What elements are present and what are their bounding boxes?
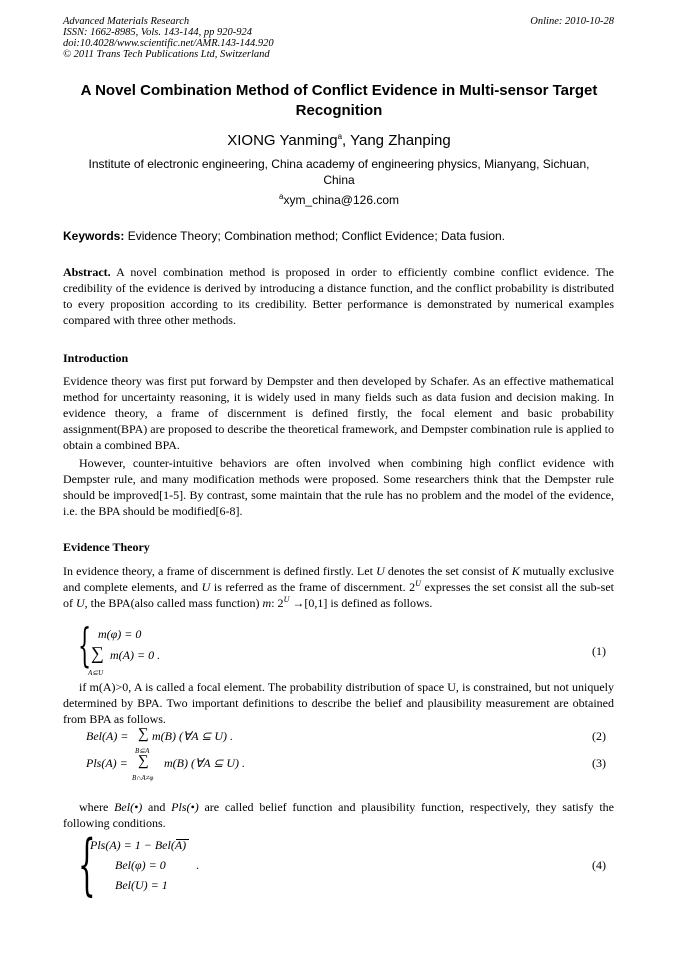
journal-name: Advanced Materials Research bbox=[63, 16, 190, 27]
equation-4-brace: { bbox=[78, 826, 96, 903]
equation-4-line-2-text: Bel(φ) = 0 bbox=[115, 858, 166, 872]
symbol-U: U bbox=[376, 564, 385, 578]
section-heading-introduction: Introduction bbox=[63, 351, 129, 365]
author-2: Yang Zhanping bbox=[350, 132, 451, 149]
equation-2-rhs bbox=[152, 729, 233, 744]
equation-1-brace: { bbox=[78, 618, 92, 672]
equation-4-line-2 bbox=[115, 858, 166, 873]
equation-2-lhs bbox=[86, 729, 128, 744]
copyright: © 2011 Trans Tech Publications Ltd, Switzerland bbox=[63, 49, 270, 60]
sum-subscript-text: B⊆A bbox=[135, 747, 150, 755]
text-run: In evidence theory, a frame of discernment is defined firstly. Let bbox=[63, 564, 377, 578]
abstract bbox=[63, 264, 614, 328]
email-address: xym_china@126.com bbox=[283, 193, 400, 207]
superscript-U: U bbox=[415, 579, 421, 588]
equation-1-line-2-text: m(A) = 0 . bbox=[110, 648, 161, 662]
online-date: Online: 2010-10-28 bbox=[530, 16, 614, 27]
section-heading-evidence-theory: Evidence Theory bbox=[63, 540, 150, 554]
equation-3-subscript bbox=[132, 769, 153, 786]
issn: ISSN: 1662-8985, Vols. 143-144, pp 920-924 bbox=[63, 27, 252, 38]
sum-subscript-text: A⊆U bbox=[88, 669, 104, 677]
text-run: are called belief function and plausibility function, respectively, they satisfy the following conditions. bbox=[63, 800, 614, 830]
symbol-m: m bbox=[262, 596, 272, 610]
belief-function-symbol: Bel(•) bbox=[114, 800, 143, 814]
text-run: mutually exclusive and complete elements, and bbox=[63, 564, 614, 594]
plausibility-function-symbol: Pls(•) bbox=[171, 800, 199, 814]
equation-3-rhs-text: m(B) (∀A ⊆ U) . bbox=[164, 756, 246, 770]
author-list bbox=[50, 131, 628, 151]
equation-3-rhs bbox=[164, 756, 245, 771]
text-run: expresses the set consist all the sub-set of bbox=[63, 580, 614, 610]
author-separator: , bbox=[342, 132, 351, 149]
equation-4-line-1 bbox=[90, 838, 186, 853]
text-run: where bbox=[79, 800, 115, 814]
introduction-paragraph-1: Evidence theory was first put forward by Dempster and then developed by Schafer. As an effective mathematical method for uncertainty reasoning, it is widely used in many fields such as data fusion and decision making. In evidence theory, a frame of discernment is defined firstly, the focal element and basic probability assignment(BPA) are proposed to describe the theoretical framework, and Dempster combination rule is applied to obtain a combined BPA. bbox=[63, 374, 614, 452]
affiliation-line-1: Institute of electronic engineering, China academy of engineering physics, Mianyang, Sichuan, bbox=[88, 157, 590, 171]
equation-1-number: (1) bbox=[592, 644, 606, 658]
evidence-theory-paragraph-2: if m(A)>0, A is called a focal element. The probability distribution of space U, is constrained, but not uniquely determined by BPA. Two important definitions to describe the belief and plausibility measurement are obtained from BPA as follows. bbox=[63, 680, 614, 726]
keywords-label: Keywords: bbox=[63, 229, 125, 243]
complement-overline bbox=[176, 839, 189, 840]
abstract-text: A novel combination method is proposed in order to efficiently combine conflict evidence. The credibility of the evidence is derived by introducing a distance function, and the conflict probability is distributed to every proposition according to its credibility. Better performance is demonstrated by numerical examples compared with three other methods. bbox=[63, 265, 614, 327]
equation-1-line-1 bbox=[98, 627, 141, 642]
affiliation-line-2: China bbox=[323, 172, 355, 187]
equation-3-lhs bbox=[86, 756, 128, 771]
equation-1-line-2 bbox=[110, 648, 160, 663]
equation-4-line-1-text: Pls(A) = 1 − Bel(A) bbox=[90, 838, 187, 852]
text-run: →[0,1] is defined as follows. bbox=[289, 596, 433, 610]
evidence-theory-paragraph-1 bbox=[63, 563, 614, 611]
sum-symbol: ∑ bbox=[138, 726, 149, 742]
equation-3-number: (3) bbox=[592, 756, 606, 770]
equation-4-line-3-text: Bel(U) = 1 bbox=[115, 878, 168, 892]
symbol-U: U bbox=[76, 596, 85, 610]
author-1: XIONG Yanming bbox=[227, 132, 338, 149]
title-line-2: Recognition bbox=[295, 102, 383, 119]
abstract-label: Abstract. bbox=[63, 265, 111, 279]
equation-4-dot: . bbox=[196, 858, 199, 872]
text-run: denotes the set consist of bbox=[384, 564, 512, 578]
author-email bbox=[50, 193, 628, 208]
evidence-theory-paragraph-3 bbox=[63, 799, 614, 831]
equation-2-lhs-text: Bel(A) = bbox=[86, 729, 129, 743]
sum-symbol: ∑ bbox=[91, 643, 104, 663]
introduction-paragraph-2: However, counter-intuitive behaviors are often involved when combining high conflict evidence with Dempster rule, and many modification methods were proposed. Some researchers think that the Dempster rule should be improved[1-5]. By contrast, some maintain that the rule has no problem and the model of the evidence, i.e. the BPA should be modified[6-8]. bbox=[63, 456, 614, 518]
symbol-U: U bbox=[201, 580, 211, 594]
title-line-1: A Novel Combination Method of Conflict Evidence in Multi-sensor Target bbox=[80, 82, 598, 99]
text-run: and bbox=[142, 800, 172, 814]
symbol-K: K bbox=[511, 564, 520, 578]
equation-2-number: (2) bbox=[592, 729, 606, 743]
sum-symbol: ∑ bbox=[138, 753, 149, 769]
text-run: , the BPA(also called mass function) bbox=[84, 596, 263, 610]
doi: doi:10.4028/www.scientific.net/AMR.143-144.920 bbox=[63, 38, 274, 49]
superscript-U: U bbox=[283, 595, 290, 604]
equation-2-rhs-text: m(B) (∀A ⊆ U) . bbox=[152, 729, 234, 743]
journal-header bbox=[63, 16, 274, 60]
keywords bbox=[63, 229, 614, 244]
equation-4-line-3 bbox=[115, 878, 168, 893]
text-run: : 2 bbox=[271, 596, 284, 610]
email-mark: a bbox=[278, 192, 284, 201]
equation-1-line-1-text: m(φ) = 0 bbox=[98, 627, 142, 641]
text-run: is referred as the frame of discernment. 2 bbox=[210, 580, 416, 594]
sum-subscript-text: B∩A≠φ bbox=[132, 774, 154, 782]
equation-4-number: (4) bbox=[592, 858, 606, 872]
paper-title bbox=[50, 81, 628, 121]
affiliation bbox=[70, 157, 608, 188]
equation-3-lhs-text: Pls(A) = bbox=[86, 756, 128, 770]
keywords-text: Evidence Theory; Combination method; Conflict Evidence; Data fusion. bbox=[127, 229, 506, 243]
author-1-affiliation-mark: a bbox=[337, 132, 343, 141]
